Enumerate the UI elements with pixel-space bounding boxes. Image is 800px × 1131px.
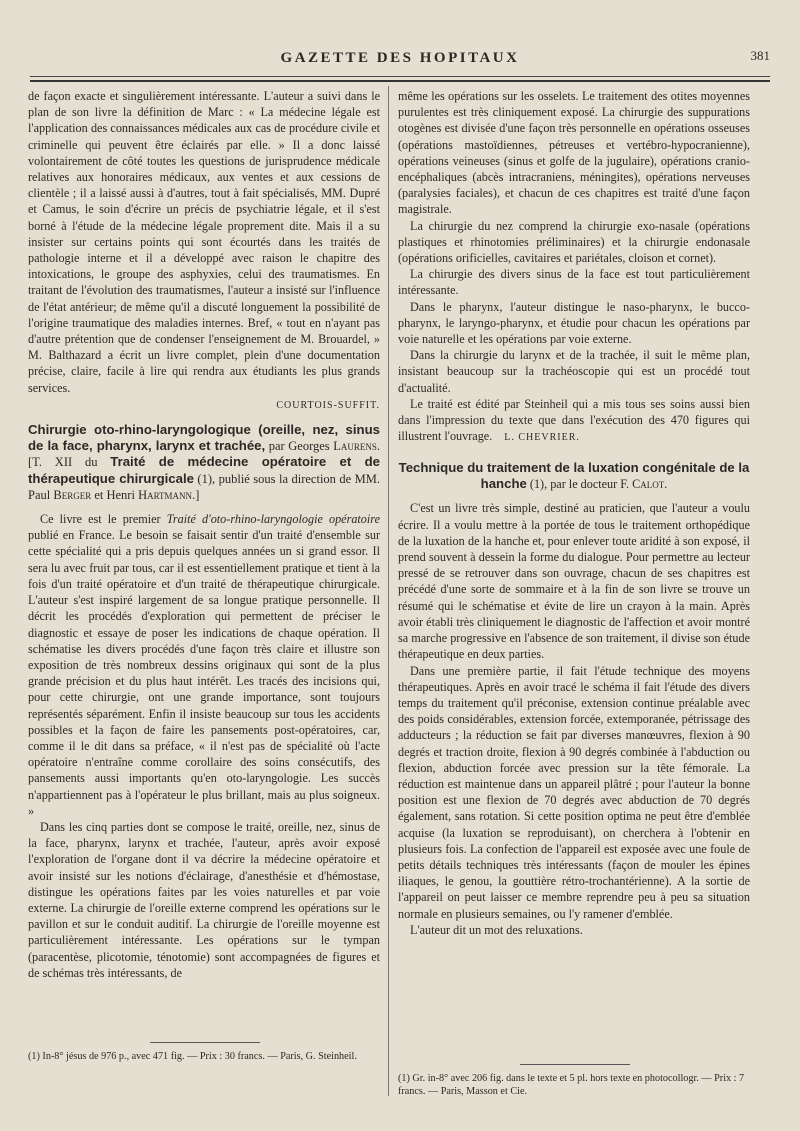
review2-paragraph: Le traité est édité par Steinheil qui a mis tous ses soins aussi bien dans l'impression du texte que dans l'exécution des 470 figures qui illustrent l'ouvrage. L. CHEVRIER. [398,396,750,444]
footnote-right: (1) Gr. in-8° avec 206 fig. dans le texte et 5 pl. hors texte en photocollogr. — Prix : 7 francs. — Paris, Masson et Cie. [398,1073,745,1097]
review3-title: Technique du traitement de la luxation congénitale de la hanche [398,460,750,492]
footnote-left: (1) In-8° jésus de 976 p., avec 471 fig. — Prix : 30 francs. — Paris, G. Steinheil. [28,1051,357,1062]
review3-paragraph: C'est un livre très simple, destiné au praticien, que l'auteur a voulu écrire. Il a voulu mettre à la portée de tous le traitement orthopédique de la luxation de la hanche et, pour enlever toute aridité à son exposé, il prend souvent à dessein la forme du dialogue. Pour permettre au lecteur pressé de se retrouver dans son ouvrage, chacun de ses chapitres est précédé d'une sorte de sommaire et à la fin de son livre se trouve un résumé qui le schématise et évite de lire un crayon à la main. Après avoir établi très cliniquement le diagnostic de l'affection et avoir montré sa marche progressive en l'absence de son traitement, il divise son étude thérapeutique en deux parties. [398,501,750,662]
footnote-rule [150,1042,260,1043]
review2-paragraph: Dans le pharynx, l'auteur distingue le naso-pharynx, le bucco-pharynx, le laryngo-pharynx, et étudie pour chacun les opérations par voie naturelle et les opérations par voie externe. [398,299,750,347]
review2-paragraph: Dans les cinq parties dont se compose le traité, oreille, nez, sinus de la face, pharynx, larynx et trachée, l'auteur, après avoir exposé l'exploration de l'organe dont il va décrire la médecine opératoire et avoir insisté sur les notions d'éclairage, d'anesthésie et d'hémostase, distingue les opérations faites par les voies naturelles et par voie externe. La chirurgie de l'oreille externe comprend les opérations sur le pavillon et sur le conduit auditif. La chirurgie de l'oreille moyenne est particulièrement intéressante. Les opérations sur le tympan (paracentèse, plicotomie, ténotomie) sont accompagnées de figures et de schémas très intéressants, de [28,819,380,980]
review2-paragraph: La chirurgie des divers sinus de la face est tout particulièrement intéressante. [398,267,750,298]
journal-title: GAZETTE DES HOPITAUX [280,50,520,66]
review1-signature: COURTOIS-SUFFIT. [276,399,380,411]
review2-paragraph: Ce livre est le premier Traité d'oto-rhino-laryngologie opératoire publié en France. Le besoin se faisait sentir d'un traité d'ensemble sur cette spécialité qui a pris depuis quelques années un si grand essor. Il sera lu avec fruit par tous, car il est essentiellement pratique et tient à la fois d'un traité opératoire et d'un traité de thérapeutique chirurgicale. L'auteur s'est inspiré largement de sa longue pratique personnelle. Il décrit les procédés d'exploration qui permettent de préciser le diagnostic et essaye de poser les indications de chaque opération. Il schématise les divers procédés d'une façon très claire et illustre son exposition de très nombreux dessins originaux qui sont de la plus grande précision et du plus haut intérêt. Les tracés des incisions qui, pour cette chirurgie, ont une grande importance, sont toujours représentés séparément. Enfin il insiste beaucoup sur tous les accidents possibles et la façon de faire les pansements post-opératoires, car, comme il le dit dans sa préface, « il n'est pas de spécialité où l'acte opératoire n'entraîne comme corollaire des soins consécutifs, des pansements aussi importants qu'en oto-laryngologie. Les succès n'appartiennent pas à l'opérateur le plus brillant, mais au plus soigneux. » [28,512,380,818]
review2-paragraph: Dans la chirurgie du larynx et de la trachée, il suit le même plan, insistant beaucoup sur la trachéoscopie qui est un procédé tout d'actualité. [398,348,750,395]
review3-paragraph: Dans une première partie, il fait l'étude technique des moyens thérapeutiques. Après en avoir tracé le schéma il fait l'étude des divers temps du traitement qu'il préconise, extension continue préalable avec des poids considérables, extension forcée, extemporanée, pétrissage des adducteurs ; la réduction se fait par diverses manœuvres, flexion à 90 degrés et traction droite, flexion à 90 degrés combinée à l'abduction ou flexion, abduction forcée avec pression sur la tête fémorale. La réduction est maintenue dans un appareil plâtré ; pour l'auteur la bonne position est une flexion de 70 degrés avec abduction de 70 degrés également, sans rotation. Si cette position optima ne peut être d'emblée acquise (la luxation se reproduisant), on cherchera à l'obtenir en plusieurs fois. La confection de l'appareil est exposée avec une foule de petits détails techniques très intéressants (façon de mouler les épines iliaques, le genou, la gouttière rétro-trochantérienne). A la sortie de l'appareil on peut laisser ce membre reprendre peu à peu sa situation normale en plusieurs semaines, ou l'y ramener d'emblée. [398,663,750,921]
review3-paragraph: L'auteur dit un mot des reluxations. [410,922,583,937]
column-divider [388,86,389,1096]
review2-series: Traité de médecine opératoire et de thérapeutique chirurgicale [28,454,380,486]
right-column [398,88,750,938]
review2-paragraph: La chirurgie du nez comprend la chirurgie exo-nasale (opérations plastiques et rhinotomies préliminaires) et la chirurgie endonasale (opérations orificielles, cavitaires et pariétales, cloison et cornet). [398,218,750,266]
review2-title: Chirurgie oto-rhino-laryngologique (oreille, nez, sinus de la face, pharynx, larynx et trachée, [28,422,380,454]
review2-heading: Chirurgie oto-rhino-laryngologique (oreille, nez, sinus de la face, pharynx, larynx et trachée, par Georges Laurens. [T. XII du Traité de médecine opératoire et de thérapeutique chirurgicale (1), publié sous la direction de MM. Paul Berger et Henri Hartmann.] [28,422,380,502]
page-number: 381 [750,48,770,63]
review2-signature: L. CHEVRIER. [504,432,580,444]
review2-continuation: même les opérations sur les osselets. Le traitement des otites moyennes purulentes est très cliniquement exposé. La chirurgie des suppurations otogènes est divisée d'une façon très personnelle en opérations osseuses (opérations mastoïdiennes, pétreuses et vertébro-hypocranienne), opérations veineuses (sinus et golfe de la jugulaire), opérations cranio-encéphaliques (abcès intracraniens, méningites), opérations nerveuses (paralysies faciales), et chacun de ces chapitres est traité d'une façon magistrale. [398,89,750,217]
page-header [30,42,770,76]
left-column [28,88,380,981]
review2-author: Laurens. [333,439,380,454]
header-rule-thick [30,80,770,82]
footnote-rule [520,1064,630,1065]
review1-continuation: de façon exacte et singulièrement intéressante. L'auteur a suivi dans le plan de son livre la définition de Marc : « La médecine légale est l'application des connaissances médicales aux cas de procédure civile et criminelle qui peuvent être éclairés par elle. » Il a donc laissé volontairement de côté toutes les questions de jurisprudence médicale relatives aux honoraires médicaux, aux ventes et aux cessions de clientèle ; il a laissé aussi à d'autres, tout à fait spécialisés, MM. Dupré et Camus, le soin d'écrire un précis de psychiatrie légale, et il s'est borné à l'étude de la médecine légale proprement dite. Mais il a su insister sur certains points qui sont écourtés dans les traités de pathologie interne et il a développé avec raison le chapitre des intoxications, le groupe des asphyxies, celui des traumatismes. En traitant de l'évolution des traumatismes, l'auteur a insisté sur l'influence de l'état antérieur; de même qu'il a discuté longuement la possibilité de l'origine traumatique des maladies internes. Bref, « tout en n'ayant pas d'autre prétention que de condenser l'enseignement de M. Brouardel, » M. Balthazard a écrit un livre complet, plein d'une documentation précise, claire, facile à lire qui rendra aux étudiants les plus grands services. [28,89,380,395]
header-rule-thin [30,76,770,77]
review3-author: Calot [632,477,665,492]
review2-italic-title: Traité d'oto-rhino-laryngologie opératoire [166,512,380,527]
review3-heading: Technique du traitement de la luxation congénitale de la hanche (1), par le docteur F. Calot. [398,460,750,492]
